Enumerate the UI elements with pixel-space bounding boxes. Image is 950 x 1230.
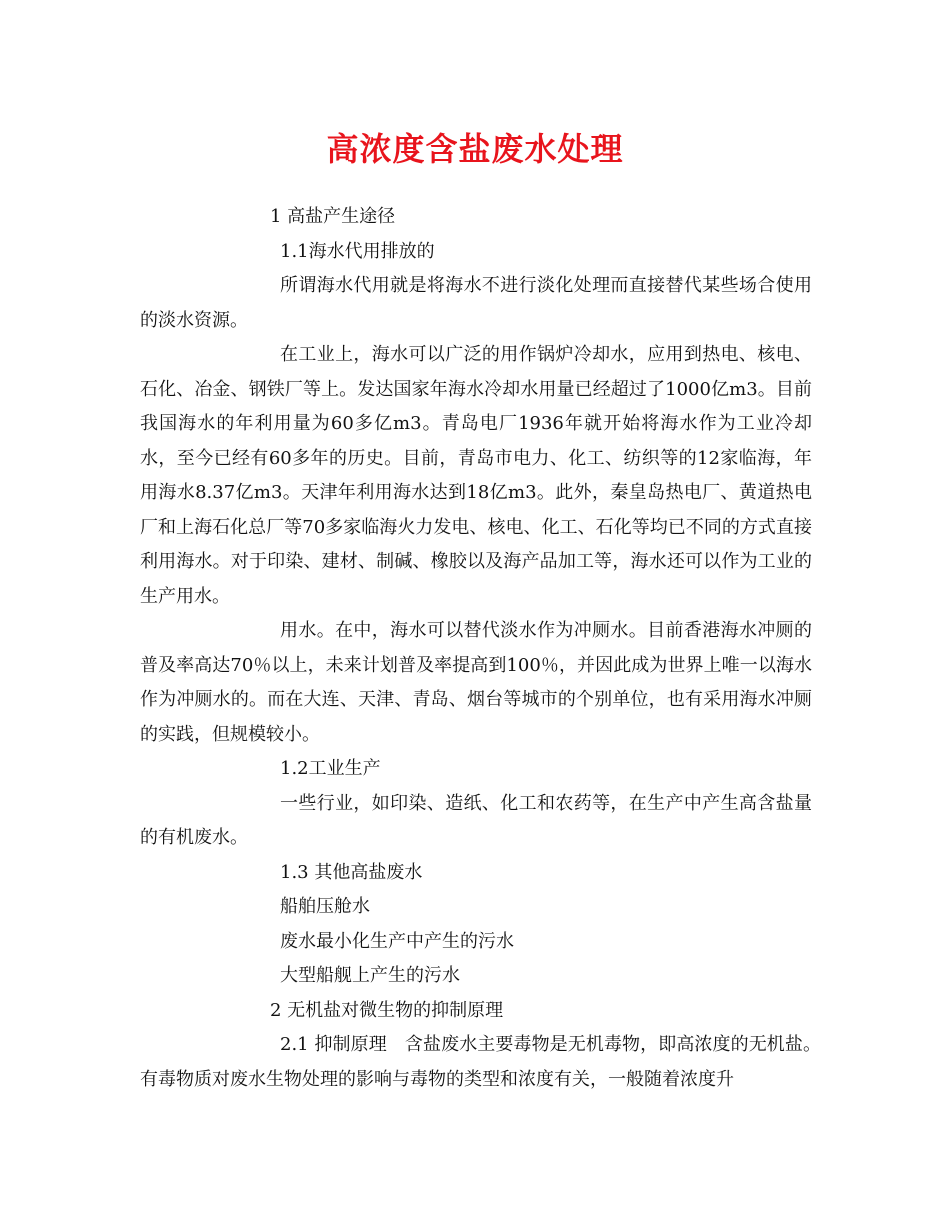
document-body [140,200,830,1097]
section-heading-1: 1 高盐产生途径 [270,206,396,227]
subsection-heading-1-3: 1.3 其他高盐废水 [280,861,423,883]
list-item: 船舶压舱水 [280,896,370,917]
subsection-heading-1-2: 1.2工业生产 [280,758,381,779]
paragraph: 2.1 抑制原理 含盐废水主要毒物是无机毒物，即高浓度的无机盐。 有毒物质对废水生物处理的影响与毒物的类型和浓度有关，一般随着浓度升 [140,1034,830,1090]
paragraph: 用水。在中，海水可以替代淡水作为冲厕水。目前香港海水冲厕的普及率高达70％以上，未来计划普及率提高到100％，并因此成为世界上唯一以海水作为冲厕水的。而在大连、天津、青岛、烟台等城市的个别单位，也有采用海水冲厕的实践，但规模较小。 [140,620,812,745]
subsection-heading-1-1: 1.1海水代用排放的 [280,240,435,262]
paragraph: 所谓海水代用就是将海水不进行淡化处理而直接替代某些场合使用的淡水资源。 [140,275,812,331]
document-title: 高浓度含盐废水处理 [326,130,624,168]
list-item: 废水最小化生产中产生的污水 [280,930,514,952]
paragraph: 一些行业，如印染、造纸、化工和农药等，在生产中产生高含盐量的有机废水。 [140,792,812,848]
list-item: 大型船舰上产生的污水 [280,965,460,986]
paragraph: 在工业上，海水可以广泛的用作锅炉冷却水，应用到热电、核电、石化、冶金、钢铁厂等上。发达国家年海水冷却水用量已经超过了1000亿m3。目前我国海水的年利用量为60多亿m3。青岛电厂1936年就开始将海水作为工业冷却水，至今已经有60多年的历史。目前，青岛市电力、化工、纺织等的12家临海，年用海水8.37亿m3。天津年利用海水达到18亿m3。此外，秦皇岛热电厂、黄道热电厂和上海石化总厂等70多家临海火力发电、核电、化工、石化等均已不同的方式直接利用海水。对于印染、建材、制碱、橡胶以及海产品加工等，海水还可以作为工业的生产用水。 [140,344,812,607]
section-heading-2: 2 无机盐对微生物的抑制原理 [270,999,504,1021]
